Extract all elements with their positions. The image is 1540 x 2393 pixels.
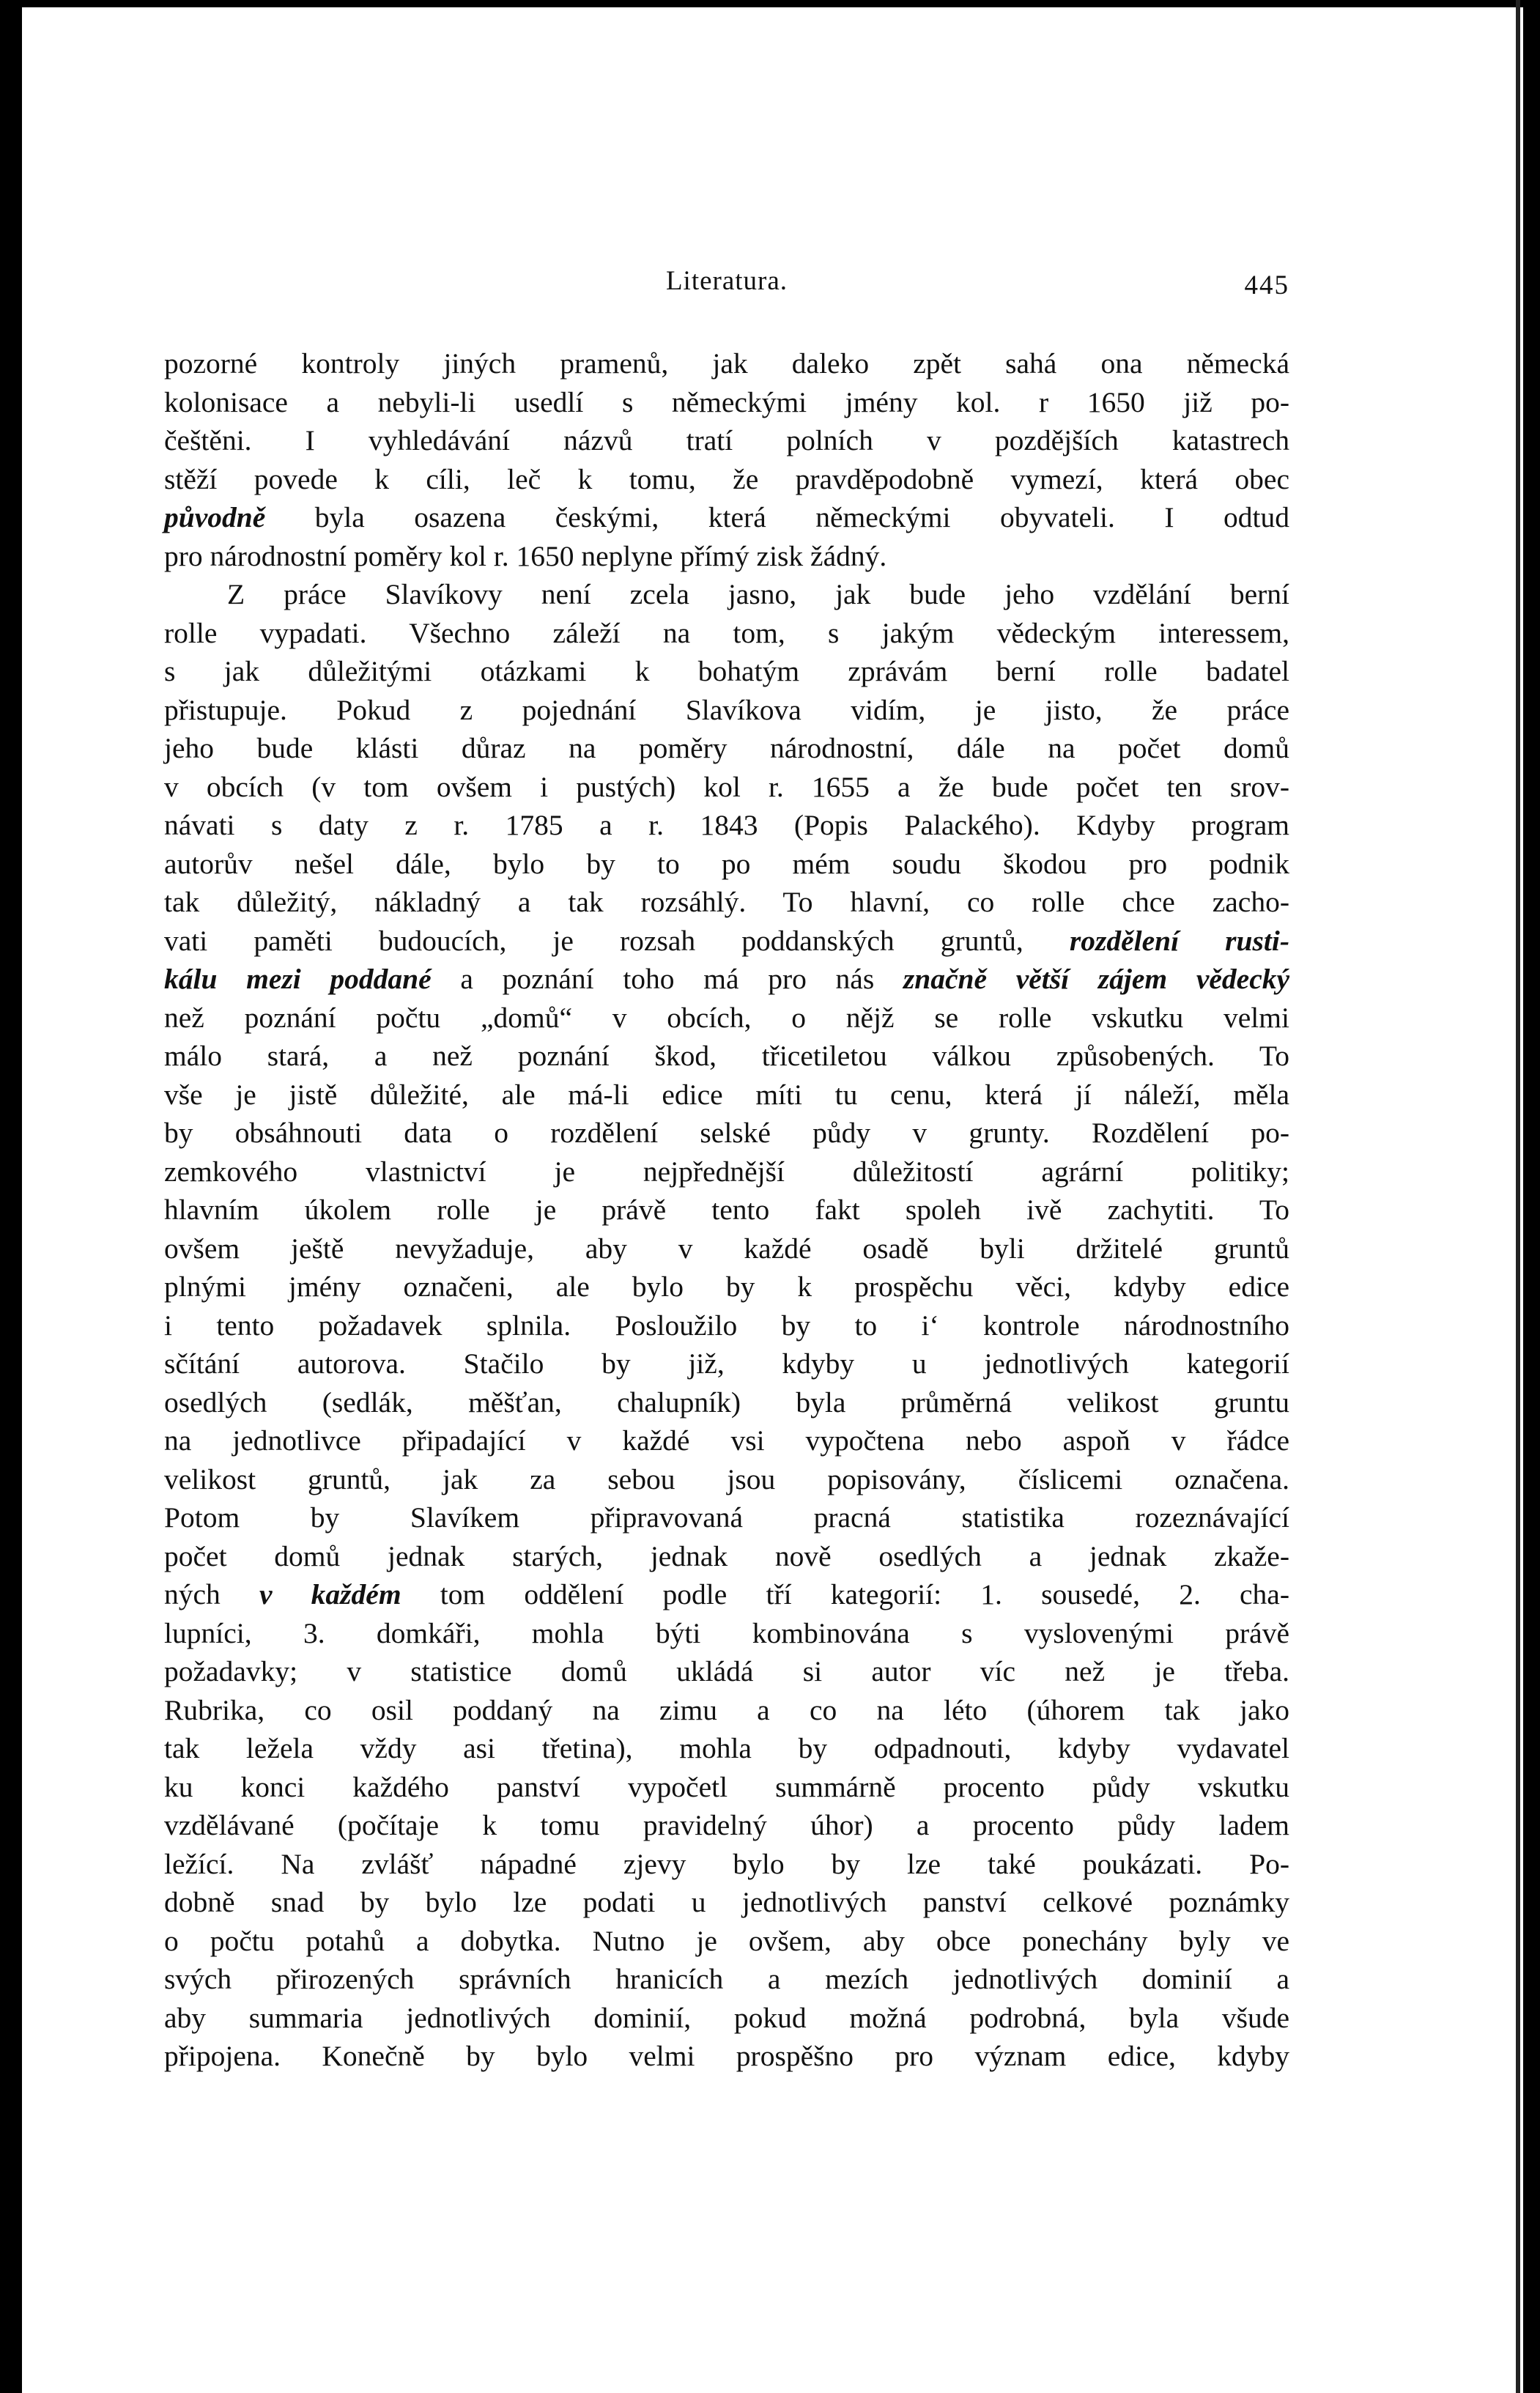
- text-line: požadavky; v statistice domů ukládá si autor víc než je třeba.: [164, 1655, 1289, 1687]
- text-line: hlavním úkolem rolle je právě tento fakt spoleh ivě zachytiti. To: [164, 1194, 1289, 1226]
- text-run: a poznání toho má pro nás: [431, 963, 903, 995]
- text-line: pro národnostní poměry kol r. 1650 neplyne přímý zisk žádný.: [164, 539, 887, 572]
- text-line: připojena. Konečně by bylo velmi prospěšno pro význam edice, kdyby: [164, 2040, 1289, 2072]
- running-header: [164, 265, 1289, 302]
- running-header-title: Literatura.: [665, 266, 788, 296]
- text-line: češtěni. I vyhledávání názvů tratí polních v pozdějších katastrech: [164, 424, 1289, 456]
- text-line: zemkového vlastnictví je nejpřednější důležitostí agrární politiky;: [164, 1155, 1289, 1188]
- text-line: počet domů jednak starých, jednak nově osedlých a jednak zkaže-: [164, 1539, 1289, 1572]
- emphasis-text: původně: [164, 501, 266, 533]
- text-line: by obsáhnouti data o rozdělení selské půdy v grunty. Rozdělení po-: [164, 1117, 1289, 1149]
- text-line: s jak důležitými otázkami k bohatým zprávám berní rolle badatel: [164, 655, 1289, 687]
- text-line: lupníci, 3. domkáři, mohla býti kombinována s vyslovenými právě: [164, 1616, 1289, 1649]
- text-run: byla osazena českými, která německými obyvateli. I odtud: [265, 501, 1289, 533]
- text-line: málo stará, a než poznání škod, třicetiletou válkou způsobených. To: [164, 1040, 1289, 1072]
- text-line: tak ležela vždy asi třetina), mohla by odpadnouti, kdyby vydavatel: [164, 1732, 1289, 1764]
- text-line: Potom by Slavíkem připravovaná pracná statistika rozeznávající: [164, 1501, 1289, 1534]
- body-text: [164, 344, 1289, 2076]
- text-run: tom oddělení podle tří kategorií: 1. sousedé, 2. cha-: [401, 1578, 1289, 1610]
- text-line: přistupuje. Pokud z pojednání Slavíkova vidím, je jisto, že práce: [164, 693, 1289, 726]
- emphasis-text: značně větší zájem vědecký: [903, 963, 1290, 995]
- text-line: [164, 1575, 1289, 1614]
- emphasis-text: rozdělení rusti-: [1069, 924, 1289, 957]
- text-line: [164, 960, 1289, 999]
- text-line: dobně snad by bylo lze podati u jednotlivých panství celkové poznámky: [164, 1886, 1289, 1918]
- page-number: 445: [1244, 270, 1289, 300]
- text-line: [164, 922, 1289, 961]
- text-line: na jednotlivce připadající v každé vsi vypočtena nebo aspoň v řádce: [164, 1424, 1289, 1457]
- text-line: Rubrika, co osil poddaný na zimu a co na léto (úhorem tak jako: [164, 1693, 1289, 1726]
- text-line: vzdělávané (počítaje k tomu pravidelný úhor) a procento půdy ladem: [164, 1809, 1289, 1841]
- scan-border-right-inner: [1516, 0, 1520, 2393]
- scan-border-left: [0, 0, 22, 2393]
- scan-border-right: [1523, 0, 1540, 2393]
- emphasis-text: kálu mezi poddané: [164, 963, 432, 995]
- text-line: ležící. Na zvlášť nápadné zjevy bylo by lze také poukázati. Po-: [164, 1847, 1289, 1880]
- text-line: návati s daty z r. 1785 a r. 1843 (Popis Palackého). Kdyby program: [164, 809, 1289, 841]
- text-run: ných: [164, 1578, 259, 1610]
- text-line: Z práce Slavíkovy není zcela jasno, jak bude jeho vzdělání berní: [227, 578, 1289, 610]
- text-line: svých přirozených správních hranicích a mezích jednotlivých dominií a: [164, 1963, 1289, 1995]
- text-line: tak důležitý, nákladný a tak rozsáhlý. To hlavní, co rolle chce zacho-: [164, 886, 1289, 918]
- text-line: autorův nešel dále, bylo by to po mém soudu škodou pro podnik: [164, 847, 1289, 880]
- text-line: o počtu potahů a dobytka. Nutno je ovšem, aby obce ponechány byly ve: [164, 1924, 1289, 1957]
- text-line: v obcích (v tom ovšem i pustých) kol r. 1655 a že bude počet ten srov-: [164, 770, 1289, 803]
- text-line: aby summaria jednotlivých dominií, pokud možná podrobná, byla všude: [164, 2001, 1289, 2034]
- text-line: ku konci každého panství vypočetl summárně procento půdy vskutku: [164, 1770, 1289, 1803]
- text-line: sčítání autorova. Stačilo by již, kdyby u jednotlivých kategorií: [164, 1347, 1289, 1380]
- text-run: vati paměti budoucích, je rozsah poddanských gruntů,: [164, 924, 1070, 957]
- text-line: jeho bude klásti důraz na poměry národnostní, dále na počet domů: [164, 732, 1289, 764]
- emphasis-text: v každém: [259, 1578, 401, 1610]
- text-line: stěží povede k cíli, leč k tomu, že pravděpodobně vymezí, která obec: [164, 462, 1289, 495]
- text-line: osedlých (sedlák, měšťan, chalupník) byla průměrná velikost gruntu: [164, 1386, 1289, 1419]
- text-line: ovšem ještě nevyžaduje, aby v každé osadě byli držitelé gruntů: [164, 1232, 1289, 1265]
- text-line: [164, 498, 1289, 537]
- text-line: pozorné kontroly jiných pramenů, jak daleko zpět sahá ona německá: [164, 347, 1289, 380]
- text-line: velikost gruntů, jak za sebou jsou popisovány, číslicemi označena.: [164, 1462, 1289, 1495]
- text-line: plnými jmény označeni, ale bylo by k prospěchu věci, kdyby edice: [164, 1271, 1289, 1303]
- text-line: než poznání počtu „domů“ v obcích, o nějž se rolle vskutku velmi: [164, 1001, 1289, 1034]
- book-page: [164, 0, 1289, 2393]
- text-line: i tento požadavek splnila. Posloužilo by to i‘ kontrole národnostního: [164, 1309, 1289, 1342]
- text-line: kolonisace a nebyli-li usedlí s německými jmény kol. r 1650 již po-: [164, 385, 1289, 418]
- text-line: vše je jistě důležité, ale má-li edice míti tu cenu, která jí náleží, měla: [164, 1078, 1289, 1111]
- text-line: rolle vypadati. Všechno záleží na tom, s jakým vědeckým interessem,: [164, 616, 1289, 649]
